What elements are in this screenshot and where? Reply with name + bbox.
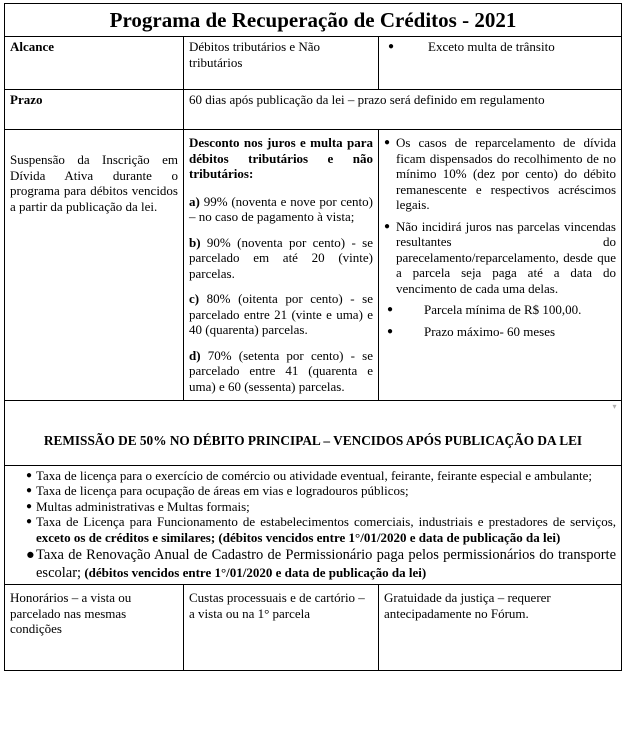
alcance-label: Alcance — [5, 37, 184, 90]
remissao-item: ● Taxa de licença para ocupação de áreas em vias e logradouros públicos; — [10, 483, 616, 499]
alcance-value: Débitos tributários e Não tributários — [184, 37, 379, 90]
honorarios-cell: Honorários – a vista ou parcelado nas mesmas condições — [5, 585, 184, 671]
bullet-dot-icon: ● — [384, 137, 391, 148]
document-title: Programa de Recuperação de Créditos - 2021 — [5, 4, 622, 37]
remissao-item: ● Taxa de Licença para Funcionamento de estabelecimentos comerciais, industriais e prestadores de serviços, exceto os de créditos e similares; (débitos vencidos entre 1°/01/2020 e data de publicação da lei) — [10, 514, 616, 545]
regras-cell — [379, 130, 622, 401]
remissao-title: REMISSÃO DE 50% NO DÉBITO PRINCIPAL – VENCIDOS APÓS PUBLICAÇÃO DA LEI — [43, 433, 583, 448]
credit-program-table — [4, 3, 622, 671]
alcance-exception: Exceto multa de trânsito — [428, 39, 555, 54]
alcance-exception-cell — [379, 37, 622, 90]
parcela-minima-item: ● Parcela mínima de R$ 100,00. — [384, 302, 616, 318]
suspensao-text: Suspensão da Inscrição em Dívida Ativa durante o programa para débitos vencidos a partir da publicação da lei. — [10, 152, 178, 214]
desconto-option-b: b) 90% (noventa por cento) - se parcelado em até 20 (vinte) parcelas. — [189, 234, 373, 281]
remissao-item: ● Multas administrativas e Multas formais; — [10, 499, 616, 515]
bullet-dot-icon: ● — [26, 516, 33, 527]
desconto-option-c: c) 80% (oitenta por cento) - se parcelado entre 21 (vinte e uma) e 40 (quarenta) parcelas. — [189, 291, 373, 337]
title-row — [5, 4, 622, 37]
regra-item: ● Os casos de reparcelamento de dívida ficam dispensados do recolhimento de no mínimo 10% (dez por cento) do débito remanescente e respectivos acréscimos legais. — [384, 135, 616, 212]
remissao-list-cell — [5, 465, 622, 585]
suspensao-cell — [5, 130, 184, 401]
desconto-option-a: a) 99% (noventa e nove por cento) – no caso de pagamento à vista; — [189, 193, 374, 224]
prazo-value: 60 dias após publicação da lei – prazo será definido em regulamento — [184, 90, 622, 130]
bullet-dot-icon: ● — [26, 547, 35, 563]
remissao-title-row — [5, 401, 622, 466]
footer-row — [5, 585, 622, 671]
alcance-row — [5, 37, 622, 90]
prazo-maximo-item: ● Prazo máximo- 60 meses — [384, 324, 616, 340]
bullet-dot-icon: ● — [387, 304, 394, 315]
bullet-dot-icon: ● — [387, 325, 394, 337]
regra-item: ● Não incidirá juros nas parcelas vincendas resultantes do parecelamento/reparcelamento, desde que a parcela seja paga até a data do vencimento de cada uma delas. — [384, 218, 616, 296]
alcance-exception-item — [384, 39, 616, 55]
desconto-cell — [184, 130, 379, 401]
desconto-row — [5, 130, 622, 401]
bullet-dot-icon: ● — [26, 485, 33, 496]
bullet-dot-icon: ● — [388, 41, 395, 52]
desconto-option-d: d) 70% (setenta por cento) - se parcelado entre 41 (quarenta e uma) e 60 (sessenta) parcelas. — [189, 347, 373, 394]
bullet-dot-icon: ● — [26, 469, 33, 481]
gratuidade-cell: Gratuidade da justiça – requerer antecipadamente no Fórum. — [379, 585, 622, 671]
desconto-heading: Desconto nos juros e multa para débitos tributários e não tributários: — [189, 135, 373, 181]
remissao-title-cell — [5, 401, 622, 466]
custas-cell: Custas processuais e de cartório – a vista ou na 1° parcela — [184, 585, 379, 671]
prazo-label: Prazo — [5, 90, 184, 130]
resize-handle-icon[interactable]: ▾ — [612, 402, 617, 411]
bullet-dot-icon: ● — [26, 500, 33, 512]
remissao-item: ● Taxa de Renovação Anual de Cadastro de Permissionário paga pelos permissionários do transporte escolar; (débitos vencidos entre 1°/01/2020 e data de publicação da lei) — [10, 546, 616, 582]
remissao-list-row — [5, 465, 622, 585]
remissao-item: ● Taxa de licença para o exercício de comércio ou atividade eventual, feirante, feirante especial e ambulante; — [10, 468, 616, 484]
bullet-dot-icon: ● — [384, 220, 391, 232]
prazo-row — [5, 90, 622, 130]
